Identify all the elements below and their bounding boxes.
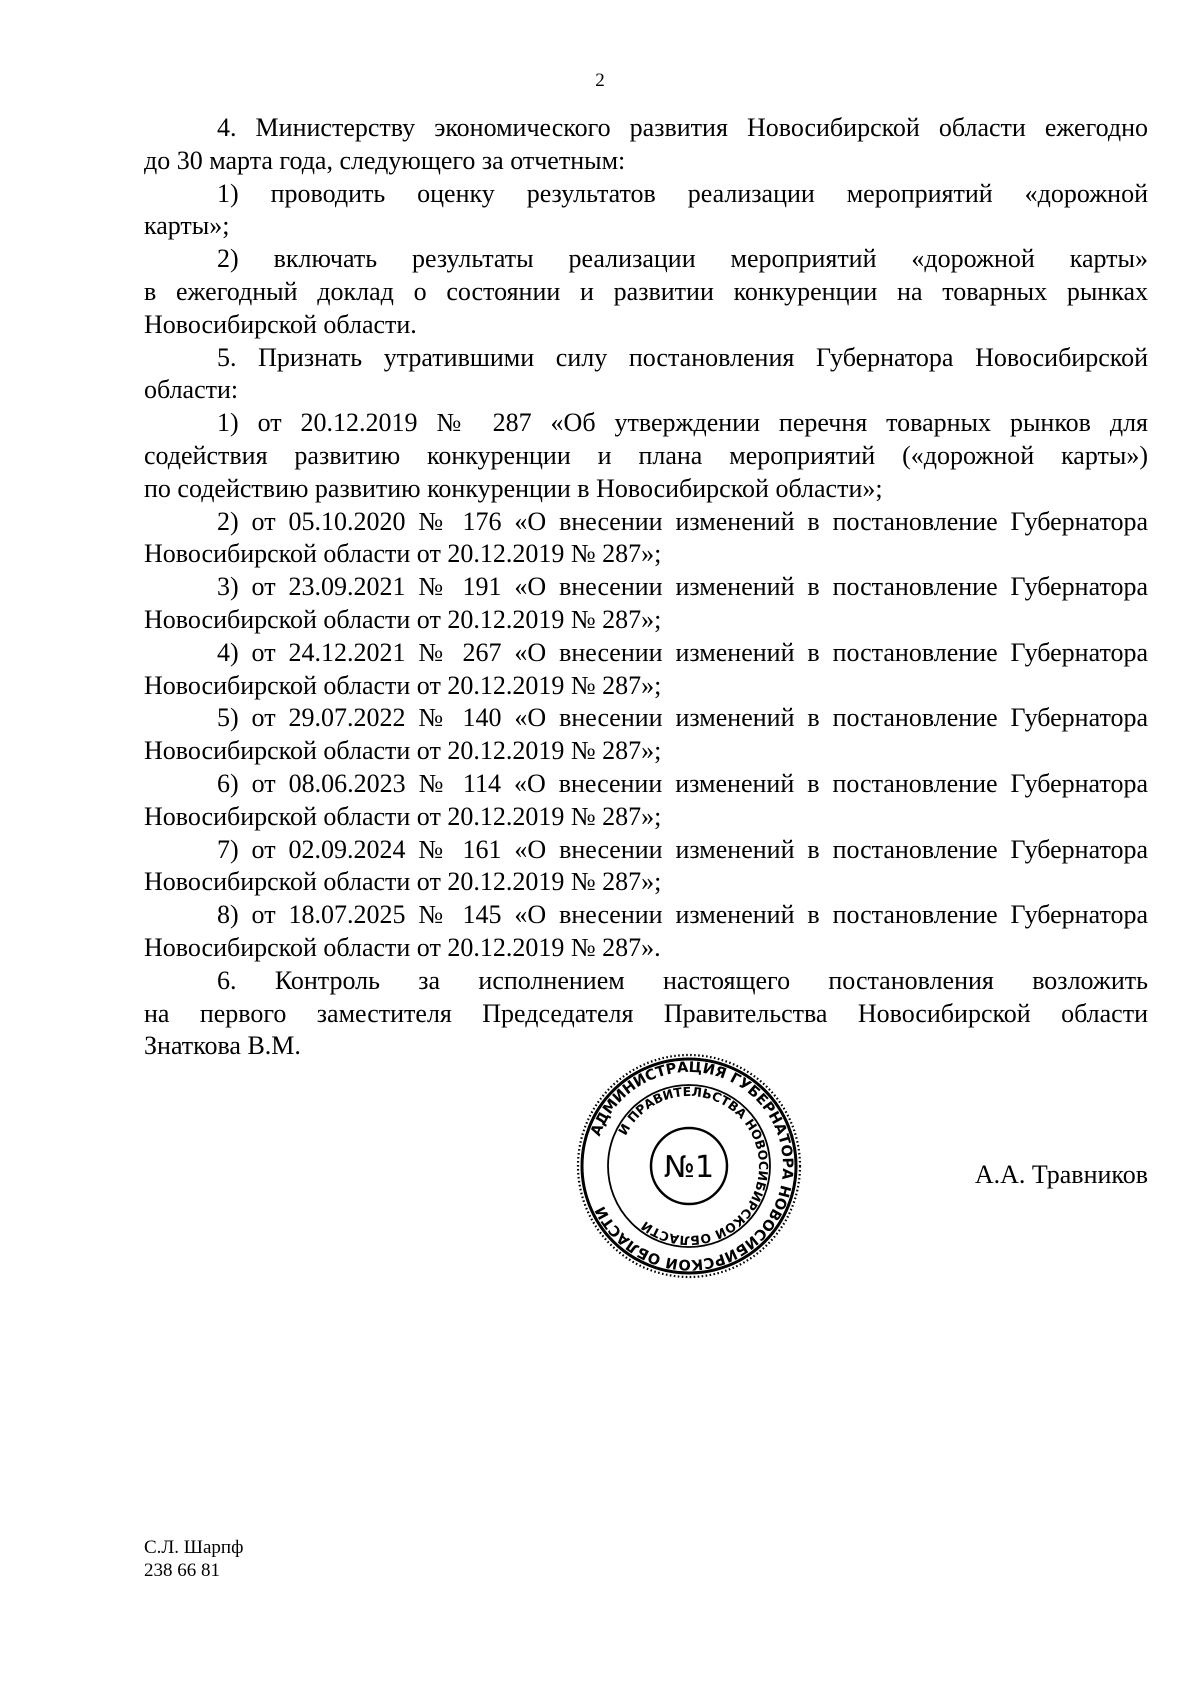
body-line: 1) от 20.12.2019 № 287 «Об утверждении перечня товарных рынков для xyxy=(217,408,1148,438)
body-line: 3) от 23.09.2021 № 191 «О внесении изменений в постановление Губернатора xyxy=(217,572,1148,602)
page-number: 2 xyxy=(595,70,605,91)
body-line: в ежегодный доклад о состоянии и развитии конкуренции на товарных рынках xyxy=(144,276,1148,306)
official-seal xyxy=(575,1052,803,1280)
body-line: Новосибирской области от 20.12.2019 № 287»; xyxy=(144,670,662,700)
body-line: 1) проводить оценку результатов реализации мероприятий «дорожной xyxy=(217,178,1148,208)
body-line: содействия развитию конкуренции и плана мероприятий («дорожной карты») xyxy=(144,440,1148,470)
body-line: 7) от 02.09.2024 № 161 «О внесении изменений в постановление Губернатора xyxy=(217,834,1148,864)
body-line: до 30 марта года, следующего за отчетным: xyxy=(144,145,626,175)
body-line: 6) от 08.06.2023 № 114 «О внесении изменений в постановление Губернатора xyxy=(217,768,1148,798)
body-line: 4) от 24.12.2021 № 267 «О внесении изменений в постановление Губернатора xyxy=(217,637,1148,667)
executor-name: С.Л. Шарпф xyxy=(144,1537,244,1558)
body-line: 8) от 18.07.2025 № 145 «О внесении изменений в постановление Губернатора xyxy=(217,900,1148,930)
body-line: Новосибирской области от 20.12.2019 № 287»; xyxy=(144,539,662,569)
body-line: 5. Признать утратившими силу постановления Губернатора Новосибирской xyxy=(217,342,1148,372)
document-body xyxy=(144,112,1148,1063)
body-line: карты»; xyxy=(144,211,230,241)
body-line: Новосибирской области от 20.12.2019 № 287». xyxy=(144,932,661,962)
body-line: 2) от 05.10.2020 № 176 «О внесении изменений в постановление Губернатора xyxy=(217,506,1148,536)
body-line: Новосибирской области от 20.12.2019 № 287»; xyxy=(144,801,662,831)
seal-center-number: №1 xyxy=(663,1150,715,1185)
seal-inner-text: И ПРАВИТЕЛЬСТВА НОВОСИБИРСКОЙ ОБЛАСТИ xyxy=(615,1083,772,1249)
body-line: Новосибирской области от 20.12.2019 № 287»; xyxy=(144,604,662,634)
body-line: по содействию развитию конкуренции в Новосибирской области»; xyxy=(144,473,883,503)
body-line: области: xyxy=(144,375,239,405)
body-line: 5) от 29.07.2022 № 140 «О внесении изменений в постановление Губернатора xyxy=(217,703,1148,733)
body-line: Знаткова В.М. xyxy=(144,1031,301,1061)
body-line: Новосибирской области. xyxy=(144,309,417,339)
seal-outer-text: АДМИНИСТРАЦИЯ ГУБЕРНАТОРА НОВОСИБИРСКОЙ ОБЛАСТИ xyxy=(588,1059,796,1273)
body-line: Новосибирской области от 20.12.2019 № 287»; xyxy=(144,867,662,897)
signer-name: А.А. Травников xyxy=(974,1160,1148,1189)
executor-phone: 238 66 81 xyxy=(144,1560,220,1581)
body-line: на первого заместителя Председателя Правительства Новосибирской области xyxy=(144,998,1148,1028)
body-line: 6. Контроль за исполнением настоящего постановления возложить xyxy=(217,965,1148,995)
body-line: 4. Министерству экономического развития Новосибирской области ежегодно xyxy=(217,113,1148,142)
executor-info xyxy=(144,1536,243,1582)
body-line: 2) включать результаты реализации мероприятий «дорожной карты» xyxy=(217,244,1148,274)
body-line: Новосибирской области от 20.12.2019 № 287»; xyxy=(144,736,662,766)
